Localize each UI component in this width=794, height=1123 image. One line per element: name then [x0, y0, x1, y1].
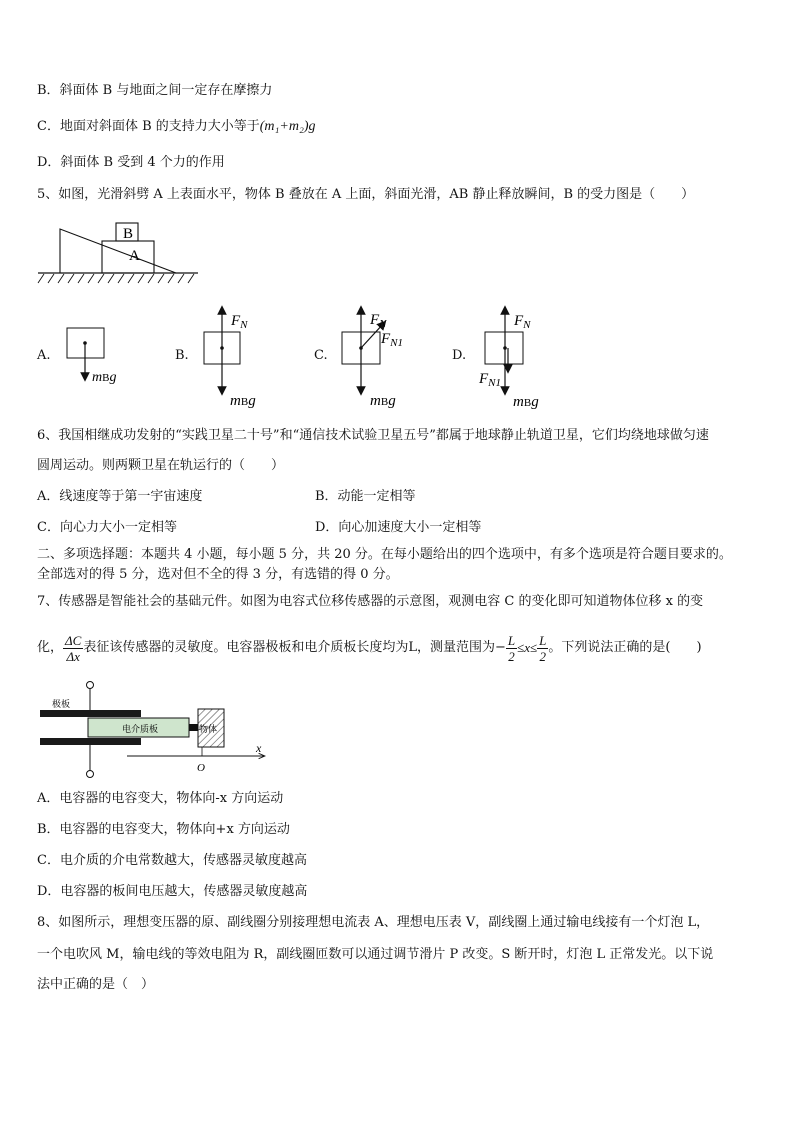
- force-fn: $F_N$: [370, 312, 387, 330]
- block-a: [102, 241, 154, 273]
- q4-option-c-formula: (m₁+m₂)g: [259, 119, 316, 134]
- q6-option-d[interactable]: D．向心加速度大小一定相等: [315, 520, 482, 535]
- force-mbg: mBg: [230, 393, 256, 409]
- q4-option-c: [37, 119, 316, 135]
- q8-stem-line3: 法中正确的是（ ）: [37, 977, 155, 992]
- q5-option-b-label[interactable]: B.: [175, 348, 189, 363]
- frac-num: ΔC: [65, 632, 82, 648]
- q5-diagram-d[interactable]: [477, 305, 567, 410]
- label-x-axis: x: [256, 741, 262, 755]
- q7-stem-line1: 7、传感器是智能社会的基础元件。如图为电容式位移传感器的示意图，观测电容 C 的变化即可知道物体位移 x 的变: [37, 594, 704, 609]
- q7-text-c: ≤x≤: [517, 640, 538, 655]
- range-fraction-high: $\frac{L}{2}$: [539, 632, 547, 664]
- q5-wedge-figure: [38, 215, 200, 290]
- plate-top: [40, 710, 141, 717]
- q5-option-d-label[interactable]: D.: [452, 348, 467, 363]
- force-mbg: mBg: [92, 370, 117, 385]
- q7-sensor-figure: [36, 680, 286, 780]
- q6-option-a[interactable]: A．线速度等于第一宇宙速度: [37, 489, 203, 504]
- q5-stem: 5、如图，光滑斜劈 A 上表面水平，物体 B 叠放在 A 上面，斜面光滑，AB 静止释放瞬间，B 的受力图是（ ）: [37, 187, 695, 202]
- q7-option-c[interactable]: C．电介质的介电常数越大，传感器灵敏度越高: [37, 853, 307, 868]
- q7-text-d: 。下列说法正确的是( ): [548, 640, 702, 655]
- plate-bottom: [40, 738, 141, 745]
- label-b: B: [123, 226, 134, 242]
- force-fn1: $F_{N1}$: [381, 331, 404, 349]
- force-mbg: mBg: [370, 393, 396, 409]
- force-mbg: mBg: [513, 394, 539, 410]
- q4-option-b: B．斜面体 B 与地面之间一定存在摩擦力: [37, 83, 273, 98]
- q8-stem-line1: 8、如图所示，理想变压器的原、副线圈分别接理想电流表 A、理想电压表 V，副线圈上通过输电线接有一个灯泡 L，: [37, 915, 710, 930]
- force-fn: $F_N$: [231, 313, 248, 331]
- label-a: A: [129, 248, 140, 264]
- q6-stem-line2: 圆周运动。则两颗卫星在轨运行的（ ）: [37, 458, 285, 473]
- q7-text-b: 表征该传感器的灵敏度。电容器极板和电介质板长度均为L，测量范围为−: [83, 640, 506, 655]
- q5-diagram-b[interactable]: [200, 305, 280, 410]
- q7-stem-line2: [37, 630, 702, 666]
- q6-option-b[interactable]: B．动能一定相等: [315, 489, 416, 504]
- sensitivity-fraction: [63, 633, 83, 664]
- q5-option-c-label[interactable]: C.: [314, 348, 328, 363]
- q5-option-a-label[interactable]: A.: [37, 348, 51, 363]
- q5-diagram-c[interactable]: [338, 305, 428, 410]
- force-fn1: $F_{N1}$: [479, 371, 502, 389]
- label-dielectric: 电介质板: [122, 724, 159, 734]
- q4-option-c-text: C．地面对斜面体 B 的支持力大小等于: [37, 119, 260, 134]
- q7-option-a[interactable]: A．电容器的电容变大，物体向-x 方向运动: [37, 791, 284, 806]
- q7-option-b[interactable]: B．电容器的电容变大，物体向+x 方向运动: [37, 822, 290, 837]
- range-fraction-low: $\frac{L}{2}$: [507, 632, 516, 664]
- q7-option-d[interactable]: D．电容器的板间电压越大，传感器灵敏度越高: [37, 884, 308, 899]
- label-plate: 极板: [52, 699, 71, 709]
- label-object: 物体: [199, 724, 218, 734]
- section-2-instructions-line1: 二、多项选择题：本题共 4 小题，每小题 5 分，共 20 分。在每小题给出的四个选项中，有多个选项是符合题目要求的。: [37, 547, 732, 562]
- wedge-incline: [60, 229, 176, 273]
- force-fn: $F_N$: [514, 313, 531, 331]
- q6-stem-line1: 6、我国相继成功发射的“实践卫星二十号”和“通信技术试验卫星五号”都属于地球静止轨道卫星，它们均绕地球做匀速: [37, 428, 709, 443]
- q6-option-c[interactable]: C．向心力大小一定相等: [37, 520, 177, 535]
- q4-option-d: D．斜面体 B 受到 4 个力的作用: [37, 155, 225, 170]
- frac-den: Δx: [66, 648, 80, 664]
- q8-stem-line2: 一个电吹风 M，输电线的等效电阻为 R，副线圈匝数可以通过调节滑片 P 改变。S 断开时，灯泡 L 正常发光。以下说: [37, 947, 714, 962]
- label-origin: O: [197, 762, 205, 774]
- section-2-instructions-line2: 全部选对的得 5 分，选对但不全的得 3 分，有选错的得 0 分。: [37, 567, 399, 582]
- q7-text-a: 化，: [37, 640, 64, 655]
- q5-diagram-a[interactable]: [62, 325, 142, 395]
